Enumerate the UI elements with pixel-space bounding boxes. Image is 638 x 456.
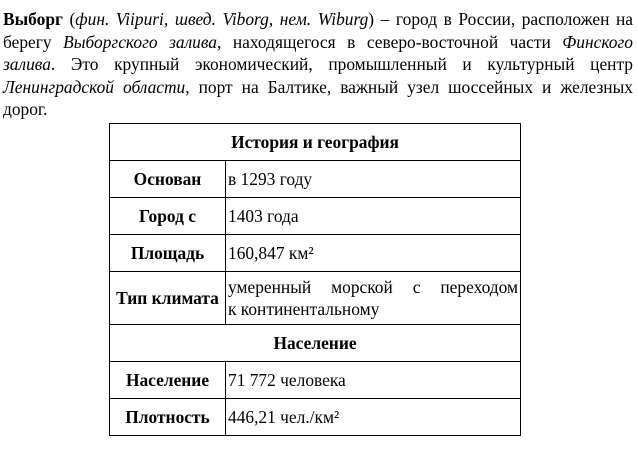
finland-gulf: Финского залива (3, 31, 633, 75)
climate-label: Тип климата (110, 272, 226, 325)
climate-value-line-1: умеренный морской с переходом (228, 277, 519, 297)
name-swedish: Viborg (215, 9, 269, 29)
population-value: 71 772 человека (226, 362, 521, 399)
population-label: Население (110, 362, 226, 399)
intro-text-1: ) – город в России, расположен на берегу (3, 9, 633, 52)
table-row (110, 362, 521, 399)
city-since-label: Город с (110, 198, 226, 235)
infobox-table (109, 123, 521, 436)
section-population-row (110, 325, 521, 362)
table-row (110, 235, 521, 272)
intro-text-3: . Это крупный экономический, промышленный и культурный центр (50, 54, 633, 75)
lang-german: нем. (279, 9, 312, 29)
leningrad-region: Ленинградской области (3, 76, 186, 97)
climate-value (226, 272, 521, 325)
name-german: Wiburg (311, 9, 369, 29)
city-since-value: 1403 года (226, 198, 521, 235)
table-row (110, 161, 521, 198)
area-label: Площадь (110, 235, 226, 272)
density-label: Плотность (110, 399, 226, 436)
intro-sep-1: , (163, 9, 175, 29)
section-history-title: История и география (110, 124, 521, 161)
lang-swedish: швед. (174, 9, 216, 29)
table-row (110, 198, 521, 235)
city-name: Выборг (3, 9, 63, 29)
table-row (110, 272, 521, 325)
section-history-row (110, 124, 521, 161)
section-population-title: Население (110, 325, 521, 362)
intro-paragraph (3, 8, 633, 121)
table-row (110, 399, 521, 436)
lang-finnish: фин. (75, 9, 110, 29)
density-value: 446,21 чел./км² (226, 399, 521, 436)
intro-open-paren: ( (62, 9, 76, 29)
intro-text-2: , находящегося в северо-восточной части (216, 31, 563, 52)
name-finnish: Viipuri (109, 9, 164, 29)
founded-label: Основан (110, 161, 226, 198)
intro-text-4: , порт на Балтике, важный узел шоссейных и железных дорог. (3, 76, 633, 120)
intro-sep-2: , (268, 9, 280, 29)
founded-value: в 1293 году (226, 161, 521, 198)
area-value: 160,847 км² (226, 235, 521, 272)
vyborg-gulf: Выборгского залива (63, 31, 217, 52)
climate-value-line-2: к континентальному (228, 299, 380, 319)
